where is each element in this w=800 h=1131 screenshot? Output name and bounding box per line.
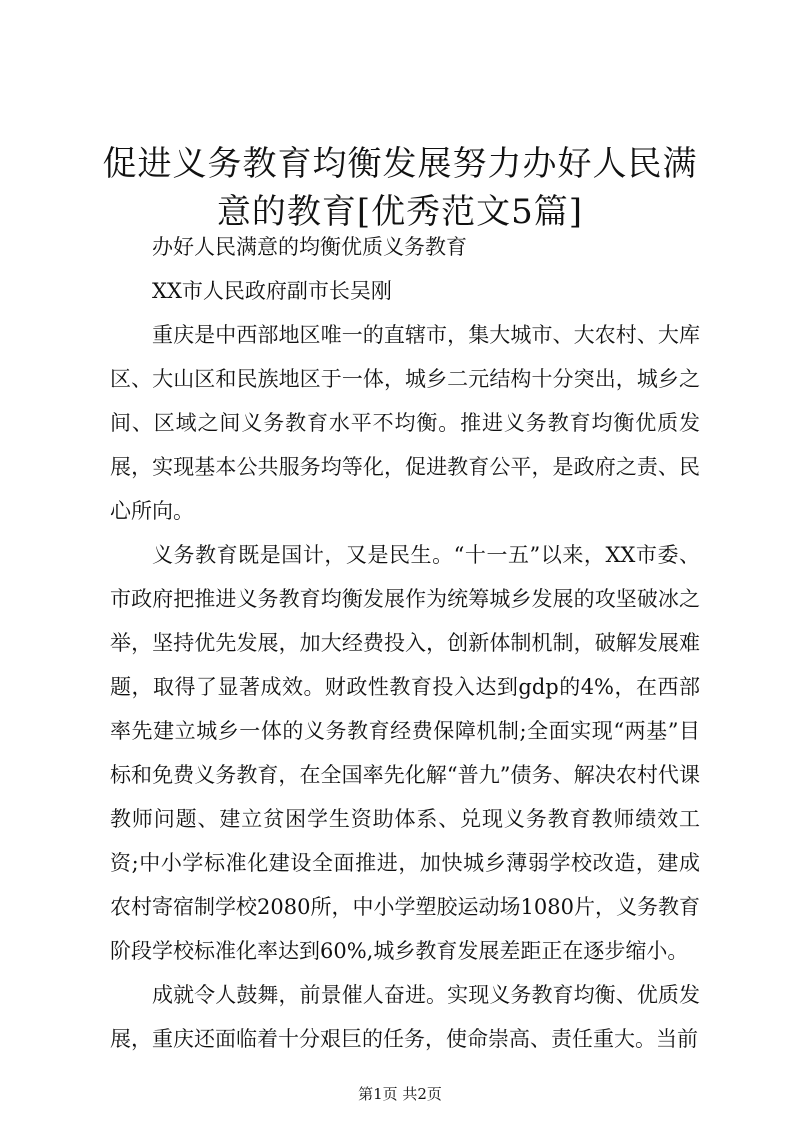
subtitle-paragraph: 办好人民满意的均衡优质义务教育	[152, 235, 467, 259]
body-paragraph: 重庆是中西部地区唯一的直辖市，集大城市、大农村、大库区、大山区和民族地区于一体，城乡二元结构十分突出，城乡之间、区域之间义务教育水平不均衡。推进义务教育均衡优质发展，实现基本公共服务均等化，促进教育公平，是政府之责、民心所向。	[110, 323, 700, 523]
document-title: 促进义务教育均衡发展努力办好人民满意的教育[优秀范文5篇]	[102, 144, 698, 232]
document-body	[110, 225, 700, 1061]
author-paragraph: XX市人民政府副市长吴刚	[152, 279, 392, 303]
page-number-footer: 第1页 共2页	[358, 1085, 442, 1103]
body-paragraph: 义务教育既是国计，又是民生。“十一五”以来，XX市委、市政府把推进义务教育均衡发展作为统筹城乡发展的攻坚破冰之举，坚持优先发展，加大经费投入，创新体制机制，破解发展难题，取得了显著成效。财政性教育投入达到gdp的4%，在西部率先建立城乡一体的义务教育经费保障机制;全面实现“两基”目标和免费义务教育，在全国率先化解“普九”债务、解决农村代课教师问题、建立贫困学生资助体系、兑现义务教育教师绩效工资;中小学标准化建设全面推进，加快城乡薄弱学校改造，建成农村寄宿制学校2080所，中小学塑胶运动场1080片，义务教育阶段学校标准化率达到60%,城乡教育发展差距正在逐步缩小。	[110, 543, 700, 963]
body-paragraph: 成就令人鼓舞，前景催人奋进。实现义务教育均衡、优质发展，重庆还面临着十分艰巨的任务，使命崇高、责任重大。当前	[110, 983, 700, 1051]
